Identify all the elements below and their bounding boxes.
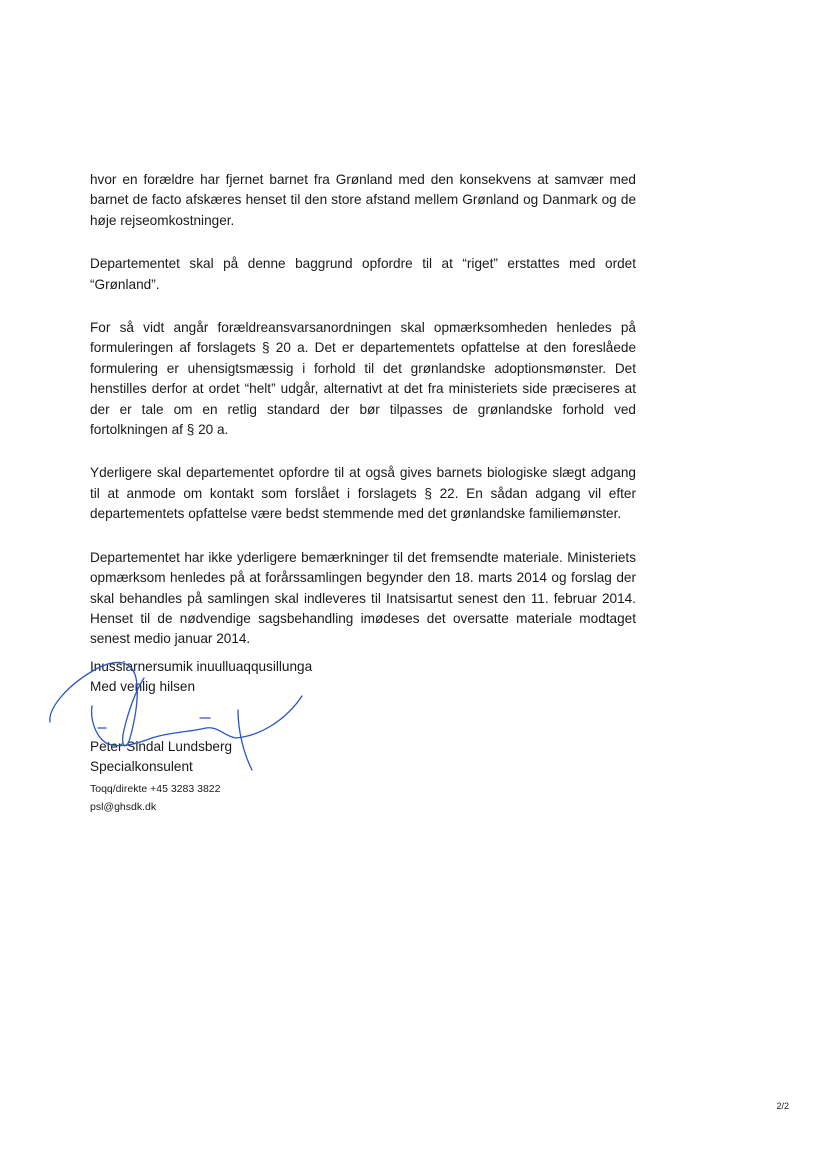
paragraph-2: Departementet skal på denne baggrund opfordre til at “riget” erstattes med ordet “Grønland”.: [90, 256, 636, 292]
signature-stroke-vertical: [238, 710, 252, 770]
paragraph-5: Departementet har ikke yderligere bemærkninger til det fremsendte materiale. Ministeriets opmærksom henledes på at forårssamlingen begynder den 18. marts 2014 og forslag der skal behandles på samlingen skal indleveres til Inatsisartut senest den 11. februar 2014. Henset til de nødvendige sagsbehandling imødeses det oversatte materiale modtaget senest medio januar 2014.: [90, 549, 636, 647]
paragraph-3: For så vidt angår forældreansvarsanordningen skal opmærksomheden henledes på formuleringen af forslagets § 20 a. Det er departementets opfattelse at den foreslåede formulering er uhensigtsmæssig i forhold til det grønlandske adoptionsmønster. Det henstilles derfor at ordet “helt” udgår, alternativt at det fra ministeriets side præciseres at der er tale om en retlig standard der bør tilpasses de grønlandske forhold ved fortolkningen af § 20 a.: [90, 320, 636, 438]
closing-block: [90, 657, 312, 698]
letter-body: [90, 170, 636, 673]
contact-phone: Toqq/direkte +45 3283 3822: [90, 783, 221, 795]
signer-block: [90, 737, 232, 777]
paragraph-1: hvor en forældre har fjernet barnet fra Grønland med den konsekvens at samvær med barnet de facto afskæres henset til den store afstand mellem Grønland og Danmark og de høje rejseomkostninger.: [90, 172, 636, 228]
signer-title: Specialkonsulent: [90, 759, 193, 774]
closing-greenlandic: Inussiarnersumik inuulluaqqusillunga: [90, 659, 313, 674]
contact-email: psl@ghsdk.dk: [90, 801, 157, 813]
paragraph-4: Yderligere skal departementet opfordre til at også gives barnets biologiske slægt adgang til at anmode om kontakt som forslået i forslagets § 22. En sådan adgang vil efter departementets opfattelse være bedst stemmende med det grønlandske familiemønster.: [90, 465, 636, 522]
signature-stroke-hook: [206, 696, 302, 738]
page-number: 2/2: [776, 1101, 789, 1111]
contact-block: [90, 780, 220, 816]
signer-name: Peter Sindal Lundsberg: [90, 739, 233, 754]
closing-danish: Med venlig hilsen: [90, 679, 196, 695]
